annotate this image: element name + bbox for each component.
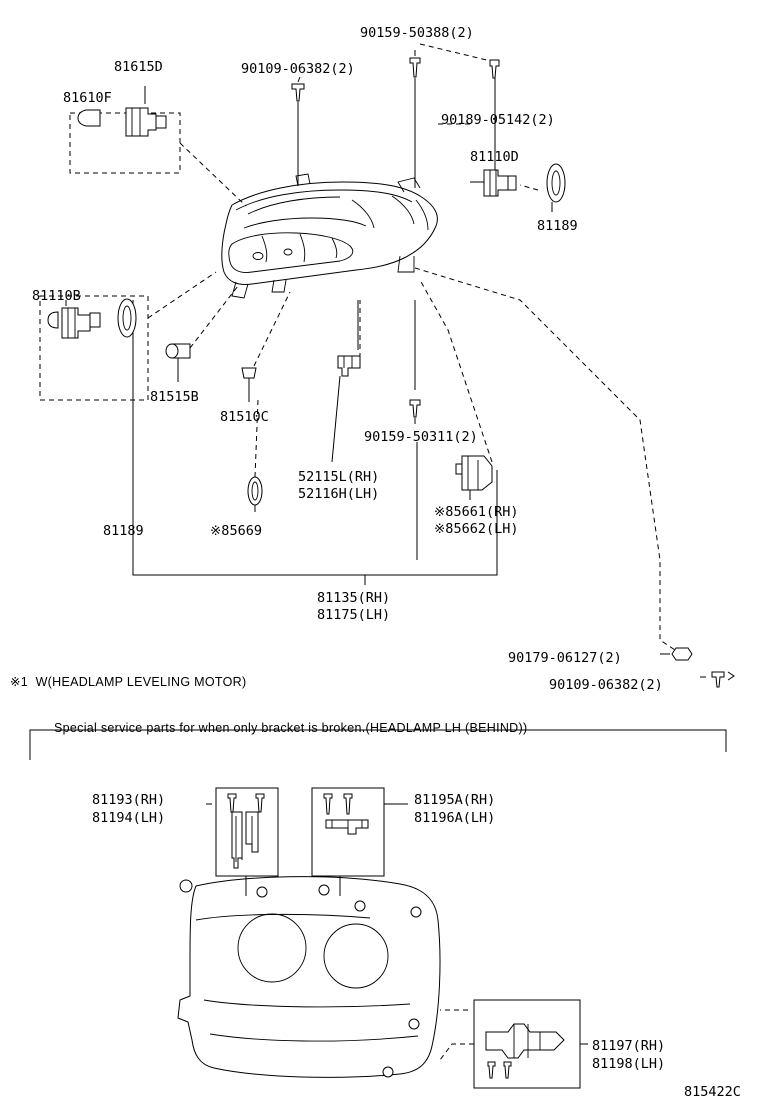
label-81195a: 81195A(RH) — [414, 792, 496, 808]
label-81189-left: 81189 — [103, 523, 144, 539]
label-90159-50311: 90159-50311(2) — [364, 429, 478, 445]
label-81510c: 81510C — [220, 409, 269, 425]
label-85661: ※85661(RH) — [434, 504, 519, 520]
label-90179-06127: 90179-06127(2) — [508, 650, 622, 666]
label-81135: 81135(RH) — [317, 590, 391, 606]
label-85662: ※85662(LH) — [434, 521, 519, 537]
label-90109-06382-top: 90109-06382(2) — [241, 61, 355, 77]
label-81515b: 81515B — [150, 389, 199, 405]
label-81193: 81193(RH) — [92, 792, 166, 808]
label-81175: 81175(LH) — [317, 607, 391, 623]
footnote-leveling-motor: ※1 W(HEADLAMP LEVELING MOTOR) — [10, 675, 247, 689]
label-90109-06382-bottom: 90109-06382(2) — [549, 677, 663, 693]
label-52115l: 52115L(RH) — [298, 469, 380, 485]
label-81610f: 81610F — [63, 90, 112, 106]
label-90159-50388: 90159-50388(2) — [360, 25, 474, 41]
label-81196a: 81196A(LH) — [414, 810, 496, 826]
label-81198: 81198(LH) — [592, 1056, 666, 1072]
label-81197: 81197(RH) — [592, 1038, 666, 1054]
label-52116h: 52116H(LH) — [298, 486, 380, 502]
label-81110b: 81110B — [32, 288, 81, 304]
diagram-code: 815422C — [684, 1084, 741, 1100]
label-81189-right: 81189 — [537, 218, 578, 234]
special-service-note: Special service parts for when only bracket is broken.(HEADLAMP LH (BEHIND)) — [54, 721, 528, 735]
label-81110d: 81110D — [470, 149, 519, 165]
label-81194: 81194(LH) — [92, 810, 166, 826]
label-90189-05142: 90189-05142(2) — [441, 112, 555, 128]
label-85669: ※85669 — [210, 523, 262, 539]
label-81615d: 81615D — [114, 59, 163, 75]
